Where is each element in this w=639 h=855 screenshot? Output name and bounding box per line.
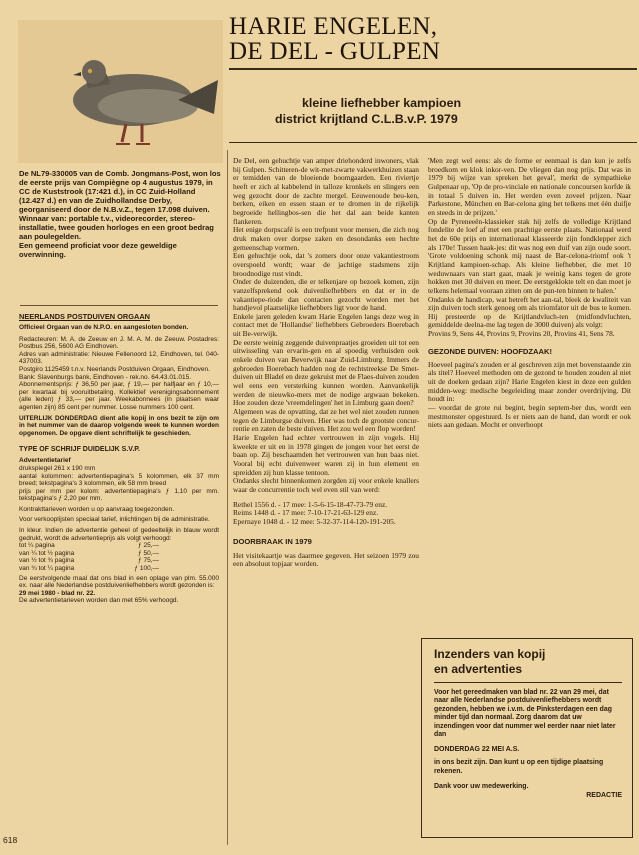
verkoop-text: Voor verkooplijsten speciaal tarief, inlichtingen bij de administratie.	[19, 516, 210, 524]
section-heading-gezonde: GEZONDE DUIVEN: HOOFDZAAK!	[428, 346, 553, 356]
article-text-2: 'Men zegt wel eens: als de forme er eenmaal is dan kun je zelfs broedkom en klok inkor-ven. De vliegen dan nog prijs. Dat was in 1979 bij wijze van spreken het geval', merkt de sympathieke Gulpenaar op, 'Op de pro-vinciale en nationale concoursen korfde ik in totaal 5 duiven in. Het werden even zoveel prijzen. Naar Parkestone, München en Bar-celona ging het telkens met één duifje en steeds in de prijzen.' Op de Pyreneeën-klassieker stak hij zelfs de volledige Krijtland fondelite de loef af met een prachtige eerste plaats. Nationaal werd het de 60e prijs en internationaal klasseerde zijn fondklepper zich als 170e! Tussen haak-jes: dit was nog een duif van zijn oude soort. 'Grote voldoening schonk mij naast de Bar-celona-triomf ook 't Krijtland kampioen-schap. Als kleine liefhebber, die met 10 weduwnaars van start gaat, maak je weinig kans tegen de grote hokken met 30 duiven en meer. De eerstgeklokte telt en dan moet je telkens helemaal vooraan zitten om de pun-ten binnen te halen.' Ondanks de handicap, wat betreft het aan-tal, bleek de kwaliteit van zijn duiven toch sterk genoeg om als triomfator uit de bus te komen. Hij presteerde op de Krijtlandvluch-ten (midfondvluchten, gemiddelde deelna-me lag tegen de 3000 duiven) als volgt: Provins 9, Sens 44, Provins 9, Provins 20, Provins 41, Sens 78.	[428, 156, 631, 339]
race-result: Reims 1448 d. - 17 mee: 7-10-17-21-63-129 enz.	[233, 508, 379, 518]
price-row: van ½ tot ¾ pagina ƒ 75,—	[19, 557, 159, 565]
title-line-1: HARIE ENGELEN,	[229, 13, 438, 40]
kleur-text: In kleur. Indien de advertentie geheel of gedeeltelijk in blauw wordt gedrukt, wordt de advertentieprijs als volgt verhoogd:	[19, 527, 219, 542]
caption-divider	[20, 305, 218, 306]
notice-deadline: DONDERDAG 22 MEI A.S.	[434, 746, 520, 754]
notice-body-2: in ons bezit zijn. Dan kunt u op een tijdige plaatsing rekenen.	[434, 759, 604, 775]
article-text-1: De Del, een gehuchtje van amper driehonderd inwoners, vlak bij Gulpen. Schitteren-de wit-met-zwarte vakwerkhuizen staan er temidden van de bloeiende boomgaarden. Een riviertje heeft er zich al kabbelend in talloze kronkels en slingers een weg gezocht door de zachte mergel. Eeuwenoude beu-ken, berken, eiken en essen staan er te dromen in de rijkelijk begroeide hellingbos-sen die het dal aan beide kanten flankeren. Het enige dorpscafé is een trefpunt voor mensen, die zich nog druk maken over dorpse zaken en desondanks een hechte gemeenschap vormen. Een gehuchtje ook, dat 's zomers door onze vakantiestroom overspoeld wordt; waar de jachtige stadsmens zijn broodnodige rust vindt. Onder de duizenden, die er telkenjare op bezoek komen, zijn vanzelfsprekend ook duivenliefhebbers en dat er in de vakantiepe-riode dan contacten gezocht worden met het handjevol plaatselijke liefhebbers ligt voor de hand. Enkele jaren geleden kwam Harie Engelen langs deze weg in contact met de 'Hollandse' liefhebbers Gebroeders Boerebach uit Be-verwijk. De eerste weinig zeggende duivenpraatjes groeiden uit tot een uitwisseling van ervarin-gen en al spoedig verhuisden ook enkele duiven van Beverwijk naar Zuid-Limburg. Immers de gebroeden Boerebach hadden nog de rechtstreekse De Smet-duiven uit Bladel en deze gekruist met de Flaes-duiven zouden wel eens een versterking kunnen worden. Aanvankelijk werden de nieuwko-mers met de nodige argwaan bekeken. Hoe zouden deze 'vreemdelingen' het in Limburg gaan doen? Algemeen was de opvatting, dat ze het wel niet zouden runnen tegen de Limburgse duiven. Hier was toch de grootste concur-rentie en zaten de beste duiven. Het zou wel een flop worden! Harie Engelen had echter vertrouwen in zijn vogels. Hij kweekte er uit en in 1978 gingen de jongen voor het eerst de baan op. Zij beschaamden het vertrouwen van hun baas niet. Vooral bij echt duivenweer waren zij in hun element en spreidden zij hun klasse tentoon. Ondanks slecht binnenkomen zorgden zij voor enkele knallers waar de concurrentie toch wel even stil van werd:	[233, 156, 419, 494]
price-row: van ¾ tot ¼ pagina ƒ 100,—	[19, 565, 159, 573]
notice-rule	[434, 682, 622, 683]
title-rule	[229, 68, 637, 70]
notice-body: Voor het gereedmaken van blad nr. 22 van 29 mei, dat naar alle Nederlandse postduivenliefhebbers wordt gezonden, hebben we i.v.m. de Pinksterdagen een dag minder tijd dan normaal. Zorg daarom dat uw inzendingen voor dat nummer wel eerder naar niet later dan	[434, 689, 616, 739]
title-line-2: DE DEL - GULPEN	[229, 38, 441, 65]
tarief-heading: Advertentietarief	[19, 457, 71, 465]
colophon-deadline: UITERLIJK DONDERDAG dient alle kopij in ons bezit te zijn om in het nummer van de daarop volgende week te kunnen worden opgenomen. De opgave dient schriftelijk te geschieden.	[19, 414, 219, 437]
notice-title-line-2: en advertenties	[434, 662, 523, 676]
gezonde-text: Hoeveel pagina's zouden er al geschreven zijn met bovenstaande zin als titel? Hoeveel methoden om de gezond te houden zouden al niet uit de doeken gedaan zijn? Harie Engelen kiest in deze een gulden midden-weg: medische begeleiding maar zonder overdrijving. Dit houdt in: — voordat de grote rui begint, begin septem-ber dus, wordt een mestmonster opgestuurd. Is er niets aan de hand, dan wordt er ook niets aan gedaan. Mocht er onverhoopt	[428, 359, 631, 430]
colophon-heading: NEERLANDS POSTDUIVEN ORGAAN	[19, 312, 150, 321]
colophon-subheading: Officieel Orgaan van de N.P.O. en aangesloten bonden.	[19, 324, 189, 331]
closing-text: De advertentietarieven worden dan met 65% verhoogd.	[19, 597, 179, 605]
notice-title-line-1: Inzenders van kopij	[434, 647, 546, 661]
column-divider	[227, 150, 228, 845]
subtitle-line-1: kleine liefhebber kampioen	[302, 96, 462, 110]
subtitle-line-2: district krijtland C.L.B.v.P. 1979	[275, 112, 458, 126]
race-result: Rethel 1556 d. - 17 mee: 1-5-6-15-18-47-73-79 enz.	[233, 499, 388, 509]
pigeon-icon	[18, 20, 223, 163]
kontrakt-text: Kontrakttarieven worden u op aanvraag toegezonden.	[19, 505, 175, 513]
oplage-text: De eerstvolgende maal dat ons blad in een oplage van plm. 55.000 ex. naar alle Nederlandse postduivenliefhebbers wordt gezonden is:	[19, 574, 219, 590]
tarief-body: drukspiegel 261 x 190 mm aantal kolommen: advertentiepagina's 5 kolommen, elk 37 mm breed; tekstpagina's 3 kolommen, elk 58 mm breed prijs per mm per kolom: advertentiepagina's ƒ 1,10 per mm. tekstpagina's ƒ 2,20 per mm.	[19, 464, 219, 503]
price-list	[19, 542, 159, 572]
colophon-body: Redacteuren: M. A. de Zeeuw en J. M. A. M. de Zeeuw. Postadres: Postbus 256, 5600 AG Eindhoven. Adres van administratie: Nieuwe Fellenoord 12, Eindhoven, tel. 040-437003. Postgiro 1125459 t.n.v. Neerlands Postduiven Orgaan, Eindhoven. Bank: Slavenburgs bank, Eindhoven - rek.no. 64.43.01.015. Abonnementsprijs: ƒ 36,50 per jaar, ƒ 19,— per halfjaar en ƒ 10,— per kwartaal bij vooruitbetaling. Kollektief verenigingsabonnement (alle leden) ƒ 33,— per jaar. Weekabonnees (in plaatsen waar agenten zijn) 85 cent per nummer. Losse nummers 100 cent.	[19, 335, 219, 411]
section-heading-doorbraak: DOORBRAAK IN 1979	[233, 536, 312, 546]
subtitle	[275, 95, 620, 127]
page-title	[229, 14, 479, 64]
notice-thanks: Dank voor uw medewerking.	[434, 783, 529, 791]
pigeon-photo	[18, 20, 223, 163]
colophon	[19, 312, 219, 605]
price-row: van ¼ tot ½ pagina ƒ 50,—	[19, 549, 159, 557]
oplage-date: 29 mei 1980 - blad nr. 22.	[19, 589, 96, 597]
photo-caption: De NL79-330005 van de Comb. Jongmans-Post, won los de eerste prijs van Compiègne op 4 augustus 1979, in CC de Kuststrook (17:421 d.), in CC Zuid-Holland (12.427 d.) en van de Zuidhollandse Derby, georganiseerd door de N.B.v.Z., tegen 17.098 duiven. Winnaar van: portable t.v., videorecorder, stereo-installatie, twee gouden horloges en een groot bedrag aan poulegelden. Een gemeend proficiat voor deze geweldige overwinning.	[19, 169, 221, 259]
notice-box	[421, 638, 633, 838]
race-result: Epernaye 1048 d. - 12 mee: 5-32-37-114-120-191-205.	[233, 516, 396, 526]
article-column-2	[428, 157, 631, 430]
page-number: 618	[3, 835, 18, 845]
colophon-type-heading: TYPE OF SCHRIJF DUIDELIJK S.V.P.	[19, 446, 140, 454]
doorbraak-text: Het visitekaartje was daarmee gegeven. Het seizoen 1979 zou een absoluut topjaar worden.	[233, 550, 419, 569]
price-row: tot ¼ pagina ƒ 25,—	[19, 542, 159, 550]
notice-signature: REDACTIE	[586, 791, 622, 799]
article-column-1	[233, 157, 419, 569]
subtitle-rule	[229, 142, 637, 143]
